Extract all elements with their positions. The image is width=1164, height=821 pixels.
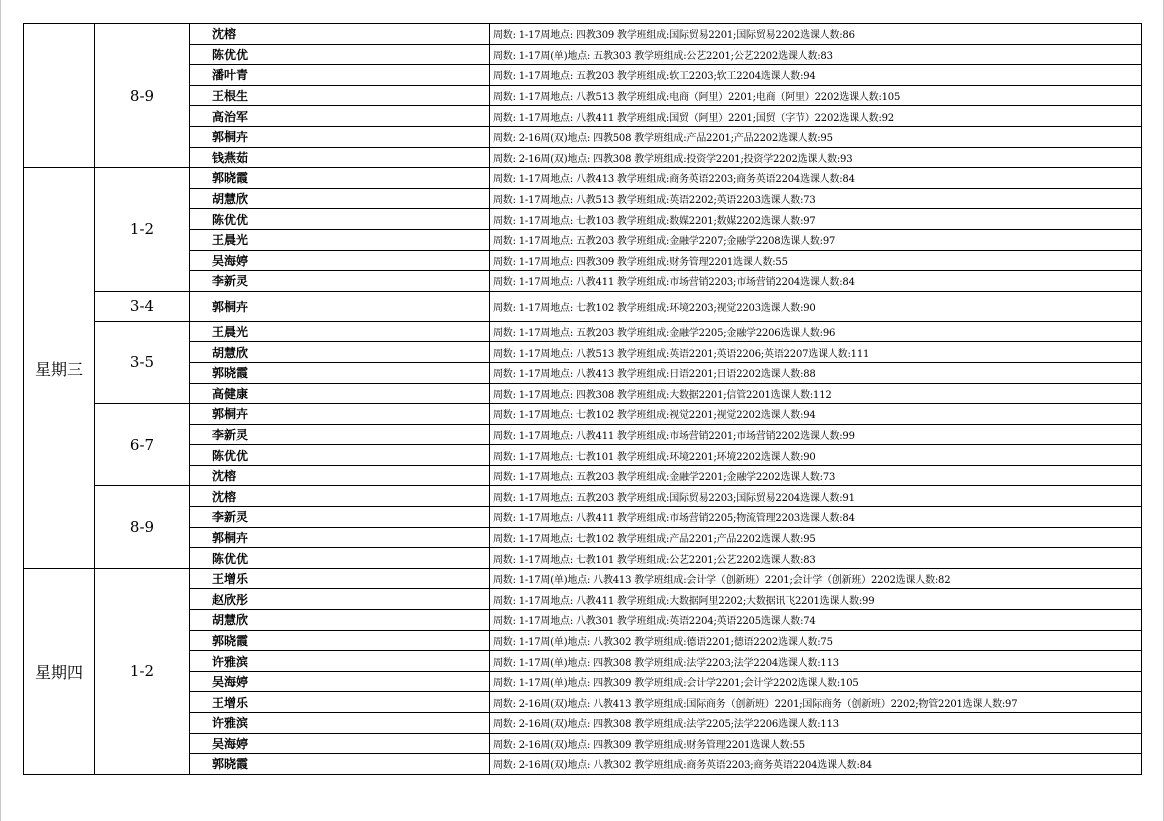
schedule-row: [24, 424, 1142, 445]
course-info-cell: 周数: 1-17周地点: 八教411 教学班组成:大数据阿里2202;大数据讯飞2201选课人数:99: [490, 589, 1142, 610]
teacher-name-cell: 沈榕: [190, 465, 490, 486]
period-cell: 3-4: [95, 291, 190, 321]
schedule-row: [24, 321, 1142, 342]
schedule-row: [24, 168, 1142, 189]
teacher-name-cell: 郭晓霞: [190, 362, 490, 383]
course-info-cell: 周数: 1-17周地点: 八教411 教学班组成:市场营销2203;市场营销2204选课人数:84: [490, 271, 1142, 292]
schedule-row: [24, 589, 1142, 610]
schedule-row: [24, 733, 1142, 754]
course-info-cell: 周数: 1-17周(单)地点: 五教303 教学班组成:公艺2201;公艺2202选课人数:83: [490, 44, 1142, 65]
teacher-name-cell: 陈优优: [190, 209, 490, 230]
course-info-cell: 周数: 2-16周(双)地点: 四教309 教学班组成:财务管理2201选课人数:55: [490, 733, 1142, 754]
course-info-cell: 周数: 1-17周地点: 四教308 教学班组成:大数据2201;信管2201选课人数:112: [490, 383, 1142, 404]
teacher-name-cell: 胡慧欣: [190, 188, 490, 209]
schedule-row: [24, 250, 1142, 271]
period-cell: 1-2: [95, 168, 190, 292]
teacher-name-cell: 沈榕: [190, 24, 490, 45]
course-info-cell: 周数: 1-17周地点: 七教102 教学班组成:视觉2201;视觉2202选课人数:94: [490, 404, 1142, 425]
period-cell: 1-2: [95, 568, 190, 774]
teacher-name-cell: 陈优优: [190, 445, 490, 466]
teacher-name-cell: 吴海婷: [190, 250, 490, 271]
teacher-name-cell: 胡慧欣: [190, 342, 490, 363]
teacher-name-cell: 许雅滨: [190, 651, 490, 672]
course-info-cell: 周数: 1-17周地点: 五教203 教学班组成:金融学2207;金融学2208选课人数:97: [490, 229, 1142, 250]
schedule-body: [24, 24, 1142, 775]
course-info-cell: 周数: 1-17周地点: 八教411 教学班组成:国贸（阿里）2201;国贸（字节）2202选课人数:92: [490, 106, 1142, 127]
schedule-row: [24, 486, 1142, 507]
course-info-cell: 周数: 1-17周地点: 七教101 教学班组成:公艺2201;公艺2202选课人数:83: [490, 548, 1142, 569]
teacher-name-cell: 胡慧欣: [190, 610, 490, 631]
course-info-cell: 周数: 2-16周(双)地点: 四教308 教学班组成:投资学2201;投资学2202选课人数:93: [490, 147, 1142, 168]
period-cell: 3-5: [95, 321, 190, 403]
course-info-cell: 周数: 1-17周(单)地点: 四教309 教学班组成:会计学2201;会计学2202选课人数:105: [490, 671, 1142, 692]
teacher-name-cell: 陈优优: [190, 548, 490, 569]
schedule-row: [24, 568, 1142, 589]
period-cell: 8-9: [95, 24, 190, 168]
course-info-cell: 周数: 1-17周地点: 八教411 教学班组成:市场营销2201;市场营销2202选课人数:99: [490, 424, 1142, 445]
course-info-cell: 周数: 1-17周(单)地点: 八教302 教学班组成:德语2201;德语2202选课人数:75: [490, 630, 1142, 651]
course-info-cell: 周数: 1-17周地点: 七教102 教学班组成:环境2203;视觉2203选课人数:90: [490, 291, 1142, 321]
teacher-name-cell: 王增乐: [190, 692, 490, 713]
schedule-row: [24, 404, 1142, 425]
schedule-row: [24, 692, 1142, 713]
schedule-row: [24, 651, 1142, 672]
course-info-cell: 周数: 1-17周地点: 八教513 教学班组成:电商（阿里）2201;电商（阿里）2202选课人数:105: [490, 85, 1142, 106]
teacher-name-cell: 郭晓霞: [190, 630, 490, 651]
schedule-row: [24, 188, 1142, 209]
period-cell: 8-9: [95, 486, 190, 568]
weekday-cell: [24, 24, 95, 168]
schedule-row: [24, 342, 1142, 363]
course-info-cell: 周数: 1-17周地点: 八教513 教学班组成:英语2202;英语2203选课人数:73: [490, 188, 1142, 209]
teacher-name-cell: 沈榕: [190, 486, 490, 507]
course-info-cell: 周数: 1-17周地点: 七教101 教学班组成:环境2201;环境2202选课人数:90: [490, 445, 1142, 466]
schedule-row: [24, 44, 1142, 65]
teacher-name-cell: 钱燕茹: [190, 147, 490, 168]
schedule-row: [24, 383, 1142, 404]
weekday-cell: 星期四: [24, 568, 95, 774]
schedule-row: [24, 271, 1142, 292]
course-info-cell: 周数: 1-17周(单)地点: 四教308 教学班组成:法学2203;法学2204选课人数:113: [490, 651, 1142, 672]
course-info-cell: 周数: 1-17周地点: 八教411 教学班组成:市场营销2205;物流管理2203选课人数:84: [490, 507, 1142, 528]
teacher-name-cell: 赵欣彤: [190, 589, 490, 610]
teacher-name-cell: 郭晓霞: [190, 168, 490, 189]
page-left-edge: [0, 0, 1, 821]
teacher-name-cell: 吴海婷: [190, 671, 490, 692]
course-info-cell: 周数: 1-17周地点: 五教203 教学班组成:国际贸易2203;国际贸易2204选课人数:91: [490, 486, 1142, 507]
teacher-name-cell: 王根生: [190, 85, 490, 106]
teacher-name-cell: 郭晓霞: [190, 754, 490, 775]
schedule-row: [24, 362, 1142, 383]
schedule-row: [24, 527, 1142, 548]
course-info-cell: 周数: 1-17周地点: 八教413 教学班组成:商务英语2203;商务英语2204选课人数:84: [490, 168, 1142, 189]
schedule-row: [24, 85, 1142, 106]
course-info-cell: 周数: 1-17周地点: 四教309 教学班组成:国际贸易2201;国际贸易2202选课人数:86: [490, 24, 1142, 45]
course-info-cell: 周数: 1-17周地点: 五教203 教学班组成:软工2203;软工2204选课人数:94: [490, 65, 1142, 86]
weekday-cell: 星期三: [24, 168, 95, 569]
teacher-name-cell: 李新灵: [190, 507, 490, 528]
course-info-cell: 周数: 1-17周地点: 七教103 教学班组成:数媒2201;数媒2202选课人数:97: [490, 209, 1142, 230]
schedule-row: [24, 610, 1142, 631]
teacher-name-cell: 郭桐卉: [190, 126, 490, 147]
teacher-name-cell: 高健康: [190, 383, 490, 404]
schedule-row: [24, 106, 1142, 127]
course-info-cell: 周数: 1-17周地点: 七教102 教学班组成:产品2201;产品2202选课人数:95: [490, 527, 1142, 548]
course-info-cell: 周数: 1-17周地点: 八教513 教学班组成:英语2201;英语2206;英语2207选课人数:111: [490, 342, 1142, 363]
course-info-cell: 周数: 2-16周(双)地点: 四教308 教学班组成:法学2205;法学2206选课人数:113: [490, 713, 1142, 734]
period-cell: 6-7: [95, 404, 190, 486]
schedule-row: [24, 65, 1142, 86]
teacher-name-cell: 王增乐: [190, 568, 490, 589]
teacher-name-cell: 李新灵: [190, 424, 490, 445]
course-info-cell: 周数: 2-16周(双)地点: 八教302 教学班组成:商务英语2203;商务英语2204选课人数:84: [490, 754, 1142, 775]
teacher-name-cell: 高治军: [190, 106, 490, 127]
course-info-cell: 周数: 1-17周地点: 五教203 教学班组成:金融学2205;金融学2206选课人数:96: [490, 321, 1142, 342]
schedule-row: [24, 445, 1142, 466]
schedule-row: [24, 507, 1142, 528]
teacher-name-cell: 郭桐卉: [190, 404, 490, 425]
teacher-name-cell: 潘叶青: [190, 65, 490, 86]
schedule-row: [24, 209, 1142, 230]
schedule-row: [24, 548, 1142, 569]
schedule-row: [24, 713, 1142, 734]
course-info-cell: 周数: 2-16周(双)地点: 四教508 教学班组成:产品2201;产品2202选课人数:95: [490, 126, 1142, 147]
teacher-name-cell: 王晨光: [190, 229, 490, 250]
schedule-row: [24, 229, 1142, 250]
teacher-name-cell: 李新灵: [190, 271, 490, 292]
schedule-table: [23, 23, 1142, 775]
teacher-name-cell: 郭桐卉: [190, 527, 490, 548]
course-info-cell: 周数: 1-17周地点: 五教203 教学班组成:金融学2201;金融学2202选课人数:73: [490, 465, 1142, 486]
schedule-row: [24, 465, 1142, 486]
teacher-name-cell: 王晨光: [190, 321, 490, 342]
schedule-row: [24, 147, 1142, 168]
course-info-cell: 周数: 1-17周(单)地点: 八教413 教学班组成:会计学（创新班）2201;会计学（创新班）2202选课人数:82: [490, 568, 1142, 589]
schedule-row: [24, 126, 1142, 147]
teacher-name-cell: 许雅滨: [190, 713, 490, 734]
teacher-name-cell: 吴海婷: [190, 733, 490, 754]
course-info-cell: 周数: 2-16周(双)地点: 八教413 教学班组成:国际商务（创新班）2201;国际商务（创新班）2202;物管2201选课人数:97: [490, 692, 1142, 713]
schedule-row: [24, 291, 1142, 321]
schedule-row: [24, 630, 1142, 651]
teacher-name-cell: 陈优优: [190, 44, 490, 65]
course-info-cell: 周数: 1-17周地点: 八教413 教学班组成:日语2201;日语2202选课人数:88: [490, 362, 1142, 383]
course-info-cell: 周数: 1-17周地点: 四教309 教学班组成:财务管理2201选课人数:55: [490, 250, 1142, 271]
schedule-row: [24, 754, 1142, 775]
schedule-row: [24, 24, 1142, 45]
course-info-cell: 周数: 1-17周地点: 八教301 教学班组成:英语2204;英语2205选课人数:74: [490, 610, 1142, 631]
schedule-row: [24, 671, 1142, 692]
teacher-name-cell: 郭桐卉: [190, 291, 490, 321]
